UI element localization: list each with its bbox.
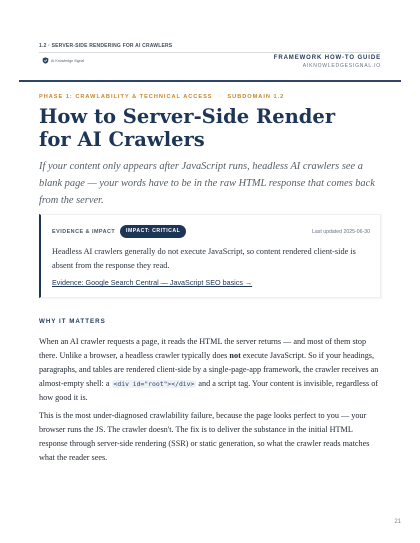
body-paragraph [39, 335, 381, 405]
phase-label: PHASE 1: CRAWLABILITY & TECHNICAL ACCESS [39, 94, 213, 100]
brand-logo [42, 57, 84, 64]
text-span: When an AI crawler requests a page, it reads the HTML the server returns — and most of them stop there. Unlike a browser, a headless crawler typically does [39, 337, 367, 360]
breadcrumb-separator: · [218, 94, 222, 100]
guide-title: FRAMEWORK HOW-TO GUIDE [273, 55, 381, 61]
subdomain-label: SUBDOMAIN 1.2 [227, 94, 285, 100]
body-paragraph: This is the most under-diagnosed crawlability failure, because the page looks perfect to you — your browser runs the JS. The crawler doesn't. The fix is to deliver the substance in the initial HTML response through server-side rendering (SSR) or static generation, so what the crawler reads matches what the reader sees. [39, 411, 370, 462]
section-label: 1.2 · SERVER-SIDE RENDERING FOR AI CRAWLERS [39, 43, 173, 49]
page-title: How to Server-Side Render for AI Crawlers [39, 105, 336, 151]
shield-logo-icon [42, 57, 49, 64]
emphasis-not: not [229, 351, 241, 360]
top-divider [39, 52, 381, 53]
evidence-link[interactable]: Evidence: Google Search Central — JavaScript SEO basics → [52, 278, 253, 287]
header-divider [19, 80, 401, 82]
callout-label: EVIDENCE & IMPACT [52, 229, 116, 235]
text-span: and a script tag. Your content is invisible, regardless of how good it is. [39, 379, 379, 402]
last-updated: Last updated 2025-06-30 [312, 229, 370, 235]
phase-breadcrumb [39, 94, 284, 100]
impact-badge: IMPACT: CRITICAL [120, 225, 186, 238]
lede: If your content only appears after JavaScript runs, headless AI crawlers see a blank page — your words have to be in the raw HTML response that comes back from the server. [39, 161, 375, 206]
section-heading: WHY IT MATTERS [39, 318, 106, 325]
evidence-callout [39, 214, 381, 298]
inline-code: <div id="root"></div> [113, 380, 195, 388]
callout-body: Headless AI crawlers generally do not execute JavaScript, so content rendered client-side is absent from the response they read. [52, 247, 356, 270]
page-number: 21 [394, 519, 401, 525]
text-span: execute JavaScript. So if your headings, paragraphs, and tables are rendered client-side by a single-page-app framework, the crawler receives an almost-empty shell: a [39, 351, 379, 388]
brand-wordmark: AI Knowledge Signal [51, 58, 85, 63]
guide-site: AIKNOWLEDGESIGNAL.IO [302, 63, 381, 69]
